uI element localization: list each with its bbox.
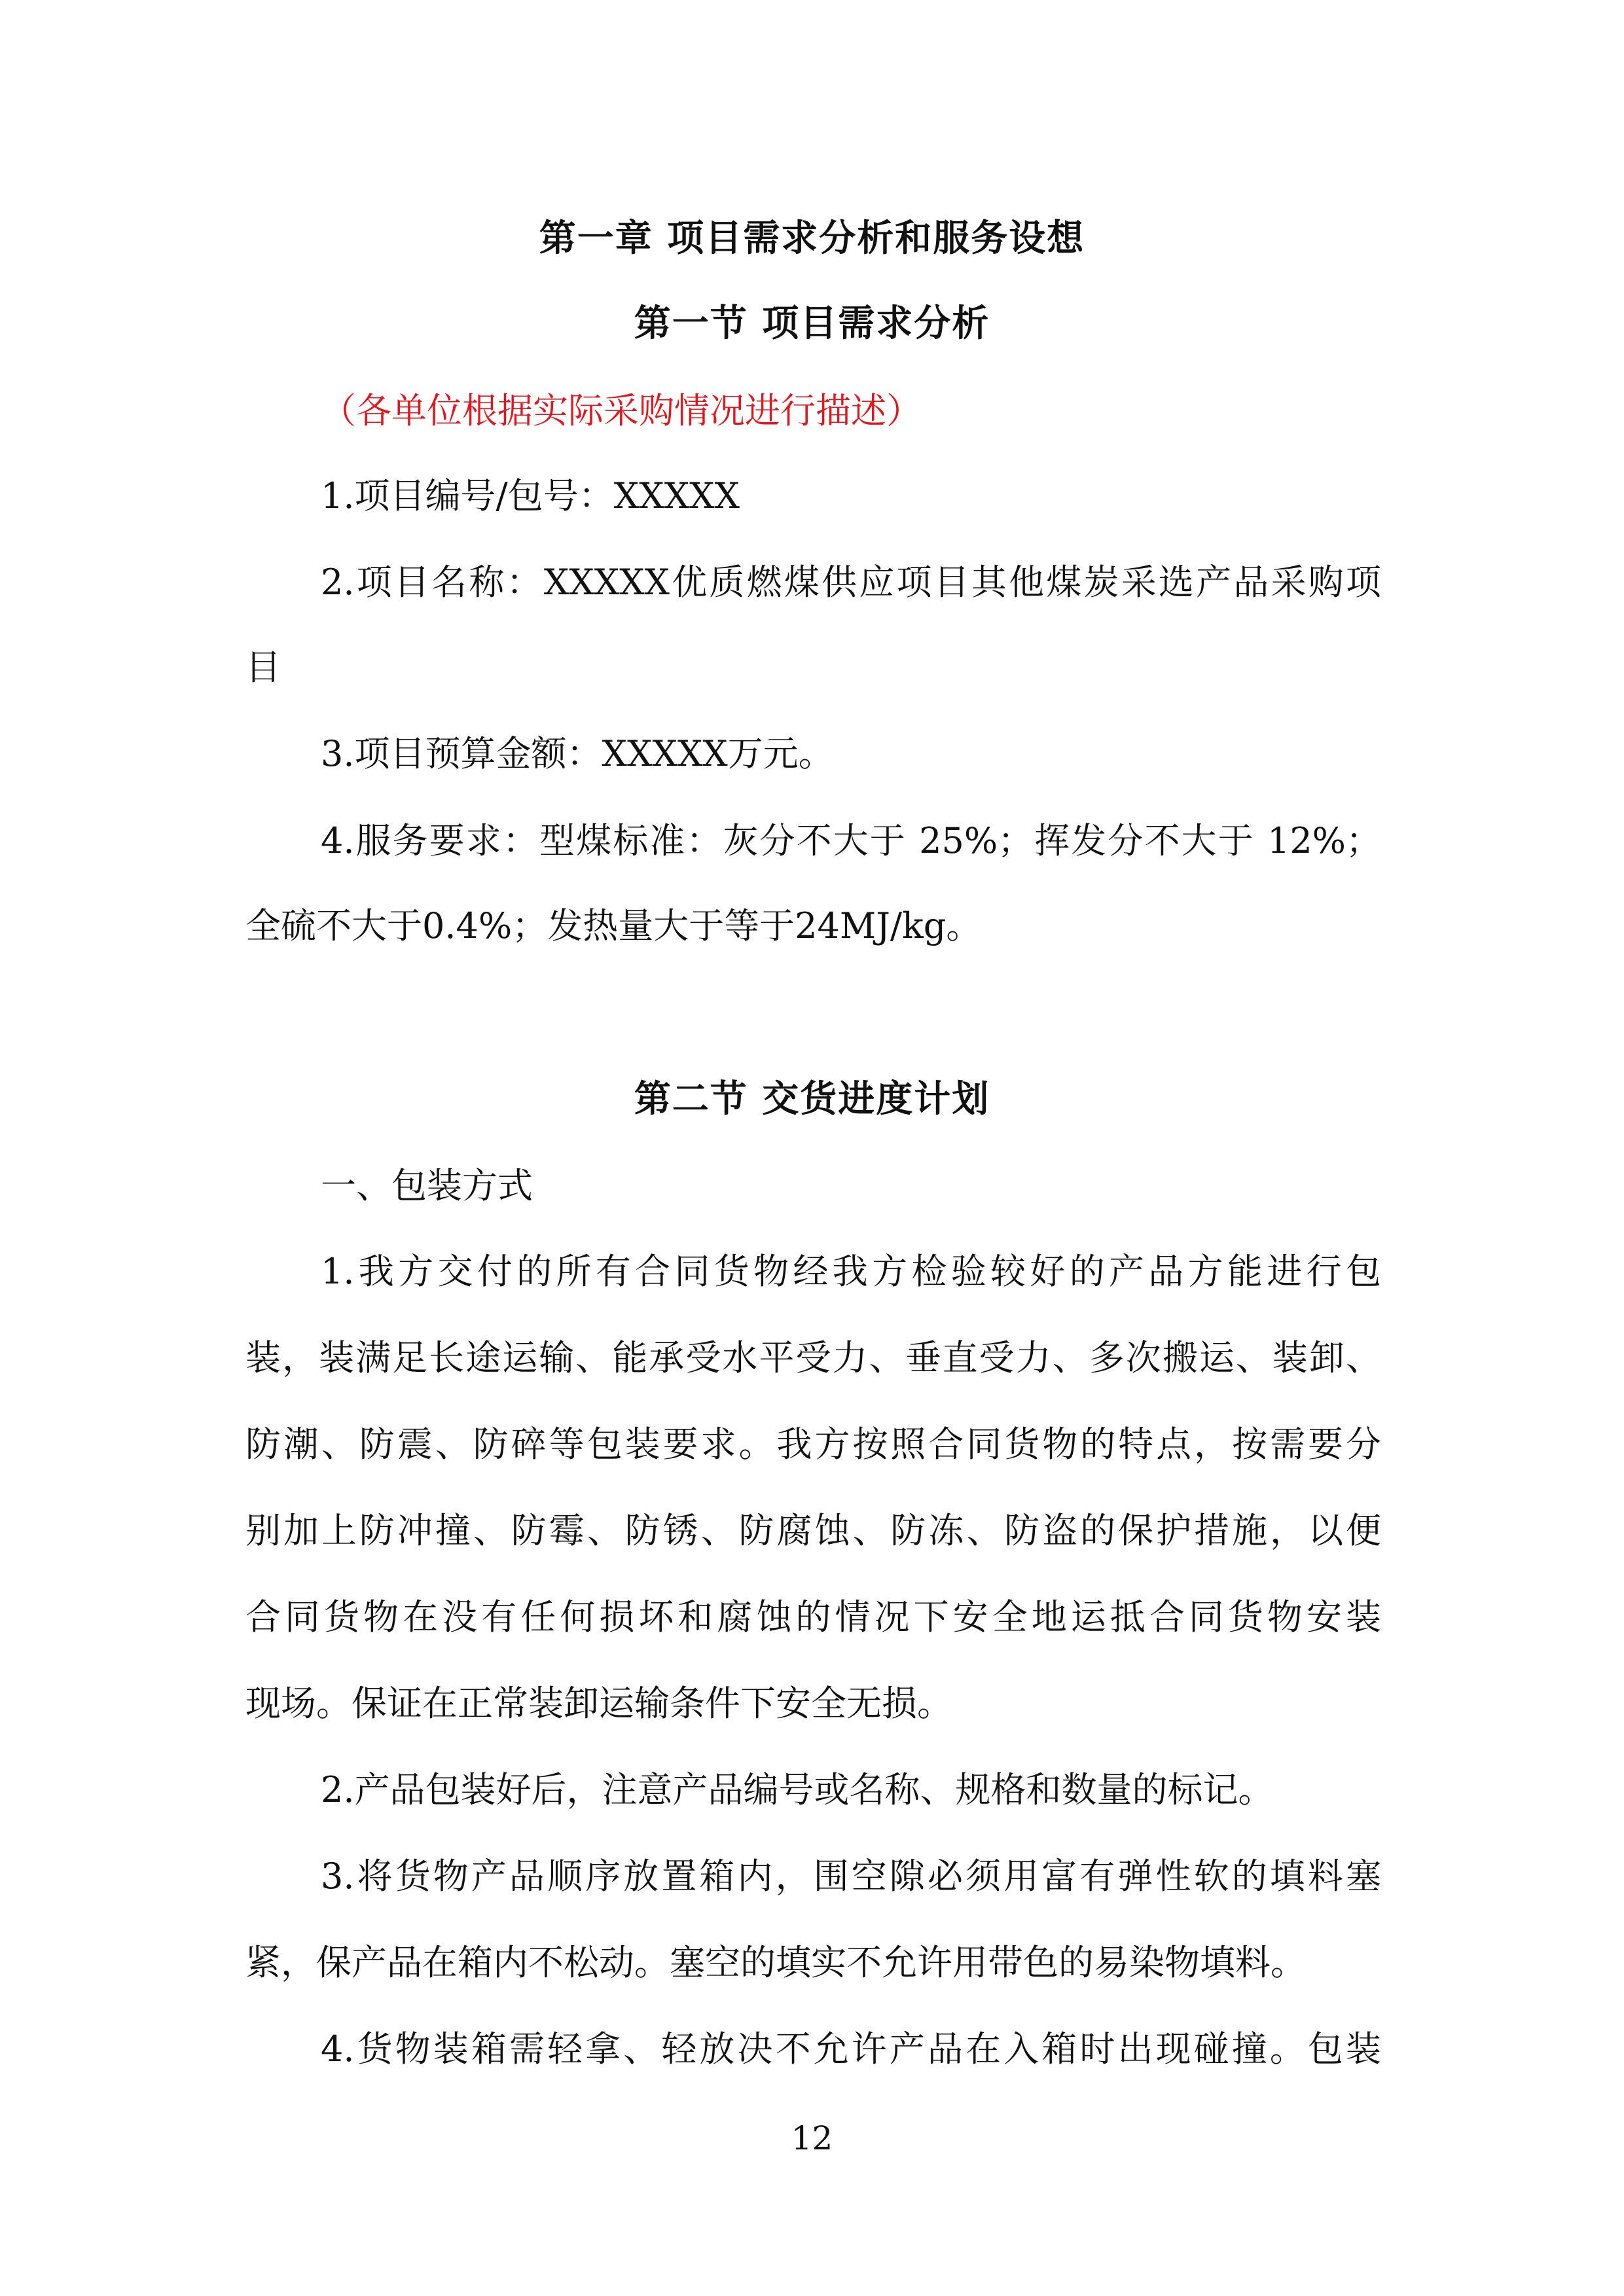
packaging-subheading: 一、包装方式 (321, 1165, 533, 1206)
section-1-note: （各单位根据实际采购情况进行描述） (321, 390, 922, 431)
page-number: 12 (791, 2119, 833, 2157)
paragraph-1-line-4: 别加上防冲撞、防霉、防锈、防腐蚀、防冻、防盗的保护措施，以便 (245, 1510, 1381, 1551)
paragraph-2: 2.产品包装好后，注意产品编号或名称、规格和数量的标记。 (321, 1769, 1274, 1810)
section-2-title: 第二节 交货进度计划 (634, 1078, 990, 1121)
paragraph-1-line-3: 防潮、防震、防碎等包装要求。我方按照合同货物的特点，按需要分 (245, 1424, 1381, 1465)
service-requirement-line-2: 全硫不大于0.4%；发热量大于等于24MJ/kg。 (245, 905, 982, 946)
paragraph-1-line-5: 合同货物在没有任何损坏和腐蚀的情况下安全地运抵合同货物安装 (245, 1596, 1381, 1638)
project-budget: 3.项目预算金额：XXXXX万元。 (321, 733, 834, 774)
section-1-title: 第一节 项目需求分析 (634, 302, 990, 345)
project-name-line-2: 目 (245, 647, 281, 688)
paragraph-3-line-2: 紧，保产品在箱内不松动。塞空的填实不允许用带色的易染物填料。 (245, 1942, 1306, 1983)
paragraph-3-line-1: 3.将货物产品顺序放置箱内，围空隙必须用富有弹性软的填料塞 (321, 1856, 1381, 1897)
paragraph-1-line-1: 1.我方交付的所有合同货物经我方检验较好的产品方能进行包 (321, 1251, 1381, 1292)
project-name-line-1: 2.项目名称：XXXXX优质燃煤供应项目其他煤炭采选产品采购项 (321, 562, 1381, 603)
project-number: 1.项目编号/包号：XXXXX (321, 475, 740, 516)
chapter-title: 第一章 项目需求分析和服务设想 (539, 217, 1085, 260)
paragraph-1-line-6: 现场。保证在正常装卸运输条件下安全无损。 (245, 1683, 952, 1724)
paragraph-1-line-2: 装，装满足长途运输、能承受水平受力、垂直受力、多次搬运、装卸、 (245, 1337, 1381, 1378)
service-requirement-line-1: 4.服务要求：型煤标准：灰分不大于 25%；挥发分不大于 12%； (321, 820, 1381, 861)
paragraph-4-line-1: 4.货物装箱需轻拿、轻放决不允许产品在入箱时出现碰撞。包装 (321, 2028, 1381, 2070)
